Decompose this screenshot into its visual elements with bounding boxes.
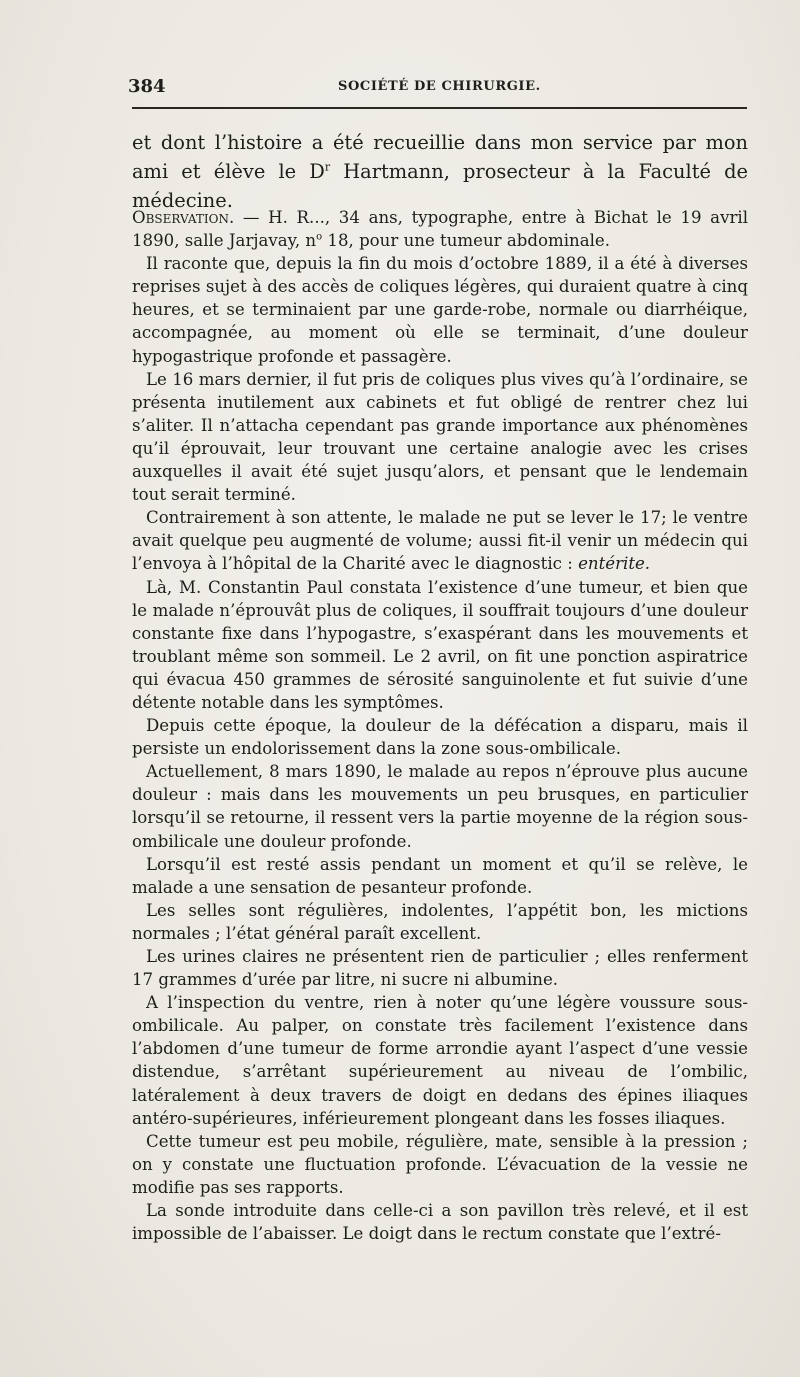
paragraph-contrairement	[132, 506, 748, 575]
observation-heading-paragraph	[132, 206, 748, 252]
running-head: SOCIÉTÉ DE CHIRURGIE.	[338, 79, 541, 94]
observation-number-sup: o	[316, 231, 323, 243]
paragraph-constantin-paul: Là, M. Constantin Paul constata l’existence d’une tumeur, et bien que le malade n’éprouvât plus de coliques, il souffrait toujours d’une douleur constante fixe dans l’hypogastre, s’exaspérant dans les mouvements et troublant même son sommeil. Le 2 avril, on fit une ponction aspiratrice qui évacua 450 grammes de sérosité sanguinolente et fut suivie d’une détente notable dans les symptômes.	[132, 577, 748, 712]
intro-text-before: et dont l’histoire a été recueillie dans mon service par mon ami et élève le D	[132, 131, 748, 183]
intro-superscript: r	[324, 160, 331, 174]
paragraph-tumeur-mobile: Cette tumeur est peu mobile, régulière, mate, sensible à la pression ; on y constate une fluctuation profonde. L’évacuation de la vessie ne modifie pas ses rapports.	[132, 1131, 748, 1197]
paragraph-selles: Les selles sont régulières, indolentes, l’appétit bon, les mictions normales ; l’état général paraît excellent.	[132, 900, 748, 943]
observation-label: Observation.	[132, 208, 235, 227]
paragraph-actuellement: Actuellement, 8 mars 1890, le malade au repos n’éprouve plus aucune douleur : mais dans les mouvements un peu brusques, en particulier lorsqu’il se retourne, il ressent vers la partie moyenne de la région sous-ombilicale une douleur profonde.	[132, 762, 748, 851]
paragraph-depuis: Depuis cette époque, la douleur de la défécation a disparu, mais il persiste un endolorissement dans la zone sous-ombilicale.	[132, 716, 748, 759]
paragraph-assis: Lorsqu’il est resté assis pendant un moment et qu’il se relève, le malade a une sensation de pesanteur profonde.	[132, 854, 748, 897]
paragraph-sonde: La sonde introduite dans celle-ci a son pavillon très relevé, et il est impossible de l’abaisser. Le doigt dans le rectum constate que l’extré-	[132, 1201, 748, 1244]
paragraph-urines: Les urines claires ne présentent rien de particulier ; elles renferment 17 grammes d’urée par litre, ni sucre ni albumine.	[132, 947, 748, 990]
observation-text-1: — H. R..., 34 ans, typographe, entre à Bichat le 19 avril 1890, salle Jarjavay, n	[132, 208, 748, 251]
diagnostic-enterite: entérite.	[578, 554, 651, 574]
paragraph-inspection: A l’inspection du ventre, rien à noter qu’une légère voussure sous-ombilicale. Au palper, on constate très facilement l’existence dans l’abdomen d’une tumeur de forme arrondie ayant l’aspect d’une vessie distendue, s’arrêtant supérieurement au niveau de l’ombilic, latéralement à deux travers de doigt en dedans des épines iliaques antéro-supérieures, inférieurement plongeant dans les fosses iliaques.	[132, 993, 748, 1128]
header-rule	[132, 107, 747, 109]
observation-text-2: 18, pour une tumeur abdominale.	[322, 231, 610, 251]
paragraph-coliques: Il raconte que, depuis la fin du mois d’octobre 1889, il a été à diverses reprises sujet à des accès de coliques légères, qui duraient quatre à cinq heures, et se terminaient par une garde-robe, normale ou diarrhéique, accompagnée, au moment où elle se terminait, d’une douleur hypogastrique profonde et passagère.	[132, 254, 748, 366]
page-header	[128, 76, 748, 100]
intro-paragraph	[132, 128, 748, 215]
observation-body	[132, 206, 748, 1245]
page-number: 384	[128, 76, 166, 97]
contrairement-text: Contrairement à son attente, le malade ne put se lever le 17; le ventre avait quelque peu augmenté de volume; aussi fit-il venir un médecin qui l’envoya à l’hôpital de la Charité avec le diagnostic :	[132, 508, 748, 574]
paragraph-16-mars: Le 16 mars dernier, il fut pris de coliques plus vives qu’à l’ordinaire, se présenta inutilement aux cabinets et fut obligé de rentrer chez lui s’aliter. Il n’attacha cependant pas grande importance aux phénomènes qu’il éprouvait, leur trouvant une certaine analogie avec les crises auxquelles il avait été sujet jusqu’alors, et pensant que le lendemain tout serait terminé.	[132, 369, 748, 505]
intro-text-after: Hartmann, prosecteur à la Faculté de médecine.	[132, 160, 748, 212]
